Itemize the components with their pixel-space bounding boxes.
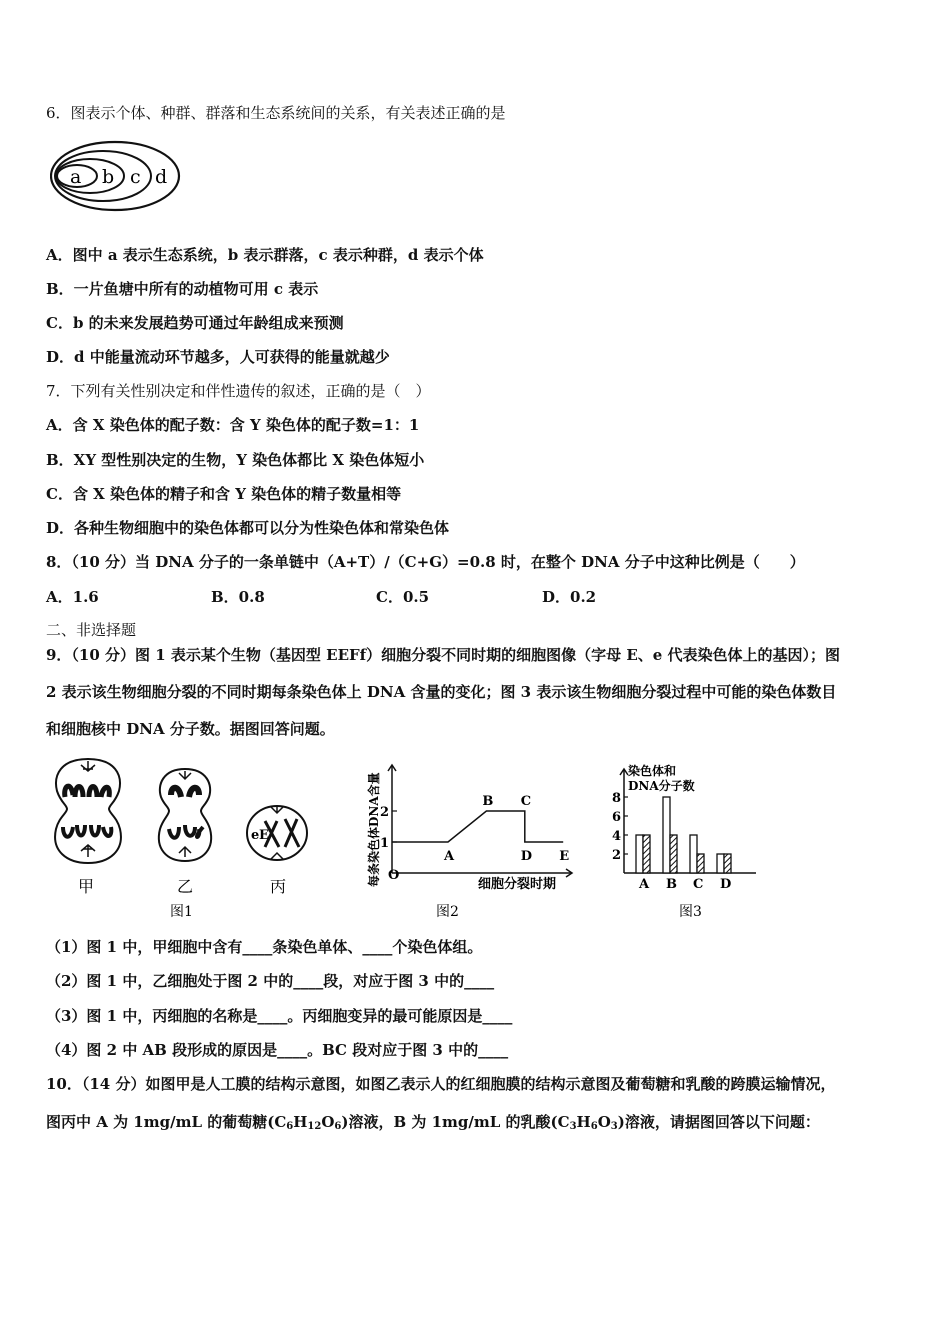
fig3-ylabel-line2: DNA分子数 xyxy=(628,779,695,793)
fig2-point-label-D: D xyxy=(520,849,533,864)
cell-jia-label: 甲 xyxy=(78,877,95,896)
fig3-bar-chart xyxy=(600,755,770,925)
q7-option-a: A．含 X 染色体的配子数：含 Y 染色体的配子数=1：1 xyxy=(46,416,420,434)
fig3-bar-C-dna xyxy=(697,854,704,873)
fig3-y-tick-label: 4 xyxy=(612,829,622,844)
fig2-point-label-B: B xyxy=(482,794,494,809)
fig3-bar-D-chromosome xyxy=(717,854,724,873)
fig2-y-tick-label: 1 xyxy=(380,836,390,851)
fig3-category-label: C xyxy=(693,877,704,892)
q6-option-b: B．一片鱼塘中所有的动植物可用 c 表示 xyxy=(46,280,319,298)
q7-option-d: D．各种生物细胞中的染色体都可以分为性染色体和常染色体 xyxy=(46,519,450,537)
fig3-bar-A-chromosome xyxy=(636,835,643,873)
q9-sub-4: （4）图 2 中 AB 段形成的原因是____。BC 段对应于图 3 中的____ xyxy=(46,1041,509,1059)
fig2-point-label-A: A xyxy=(444,849,455,864)
q9-sub-2: （2）图 1 中，乙细胞处于图 2 中的____段，对应于图 3 中的____ xyxy=(46,972,495,990)
cell-bing xyxy=(247,805,307,860)
fig3-bar-B-chromosome xyxy=(663,797,670,873)
q9-sub-1: （1）图 1 中，甲细胞中含有____条染色单体、____个染色体组。 xyxy=(46,938,483,956)
q9-sub-3: （3）图 1 中，丙细胞的名称是____。丙细胞变异的最可能原因是____ xyxy=(46,1007,513,1025)
q8-option-b: B．0.8 xyxy=(211,588,265,606)
fig3-category-label: B xyxy=(666,877,677,892)
q6-option-c: C．b 的未来发展趋势可通过年龄组成来预测 xyxy=(46,314,344,332)
fig2-axes xyxy=(380,765,572,877)
fig1-caption: 图1 xyxy=(170,904,193,920)
fig2-dna-line xyxy=(392,811,563,842)
q9-stem-line1: 9．（10 分）图 1 表示某个生物（基因型 EEFf）细胞分裂不同时期的细胞图像（字母 E、e 代表染色体上的基因）；图 xyxy=(46,646,841,664)
diagram-label-a: a xyxy=(70,166,82,188)
fig2-point-labels xyxy=(443,794,569,864)
fig2-y-tick-label: 2 xyxy=(380,805,390,820)
fig3-bars xyxy=(636,797,731,892)
cell-yi xyxy=(159,769,211,861)
diagram-label-c: c xyxy=(130,166,141,188)
fig2-line-chart xyxy=(350,755,590,925)
cell-bing-label: 丙 xyxy=(270,877,287,896)
fig3-y-tick-label: 8 xyxy=(612,791,622,806)
diagram-label-d: d xyxy=(155,166,168,188)
q7-option-b: B．XY 型性别决定的生物，Y 染色体都比 X 染色体短小 xyxy=(46,451,425,469)
q10-stem-line2: 图丙中 A 为 1mg/mL 的葡萄糖$(C_6H_{12}O_6)$溶液，B 为 1mg/mL 的乳酸$(C_3H_6O_3)$溶液，请据图回答以下问题： xyxy=(46,1113,820,1132)
q9-stem-line2: 2 表示该生物细胞分裂的不同时期每条染色体上 DNA 含量的变化；图 3 表示该生物细胞分裂过程中可能的染色体数目 xyxy=(46,683,837,701)
fig3-bar-A-dna xyxy=(643,835,650,873)
fig3-bar-D-dna xyxy=(724,854,731,873)
fig2-point-label-C: C xyxy=(520,794,532,809)
q8-option-d: D．0.2 xyxy=(542,588,597,606)
q6-option-a: A．图中 a 表示生态系统，b 表示群落，c 表示种群，d 表示个体 xyxy=(46,246,484,264)
fig2-point-label-E: E xyxy=(559,849,570,864)
fig3-title: 图3 xyxy=(679,904,702,920)
gene-label-E: E xyxy=(259,828,269,843)
fig3-category-label: A xyxy=(639,877,650,892)
fig3-y-tick-label: 6 xyxy=(612,810,622,825)
q8-option-a: A．1.6 xyxy=(46,588,99,606)
fig2-series xyxy=(392,811,563,842)
fig1-cell-images xyxy=(45,755,335,925)
fig3-y-tick-label: 2 xyxy=(612,848,622,863)
q7-option-c: C．含 X 染色体的精子和含 Y 染色体的精子数量相等 xyxy=(46,485,402,503)
fig2-ylabel: 每条染色体DNA含量 xyxy=(367,772,381,887)
q10-stem-line1: 10．（14 分）如图甲是人工膜的结构示意图，如图乙表示人的红细胞膜的结构示意图及葡萄糖和乳酸的跨膜运输情况， xyxy=(46,1075,836,1093)
gene-label-e: e xyxy=(251,828,260,843)
q7-stem: 7．下列有关性别决定和伴性遗传的叙述，正确的是（ ） xyxy=(46,382,431,400)
cell-yi-label: 乙 xyxy=(177,877,194,896)
fig2-origin: O xyxy=(388,868,400,883)
q8-stem: 8．（10 分）当 DNA 分子的一条单链中（A+T）/（C+G）=0.8 时，在整个 DNA 分子中这种比例是（ ） xyxy=(46,553,805,571)
cell-jia xyxy=(55,759,121,863)
fig3-bar-C-chromosome xyxy=(690,835,697,873)
q6-option-d: D．d 中能量流动环节越多，人可获得的能量就越少 xyxy=(46,348,390,366)
fig3-ylabel-line1: 染色体和 xyxy=(628,764,677,778)
q8-option-c: C．0.5 xyxy=(376,588,430,606)
diagram-label-b: b xyxy=(102,166,115,188)
fig2-title: 图2 xyxy=(436,904,459,920)
section-title: 二、非选择题 xyxy=(46,621,137,639)
q6-stem: 6．图表示个体、种群、群落和生态系统间的关系，有关表述正确的是 xyxy=(46,104,506,122)
fig2-xlabel: 细胞分裂时期 xyxy=(478,877,557,892)
q6-nested-ellipse-diagram xyxy=(50,140,185,212)
q9-stem-line3: 和细胞核中 DNA 分子数。据图回答问题。 xyxy=(46,720,335,738)
fig3-bar-B-dna xyxy=(670,835,677,873)
fig3-category-label: D xyxy=(720,877,732,892)
